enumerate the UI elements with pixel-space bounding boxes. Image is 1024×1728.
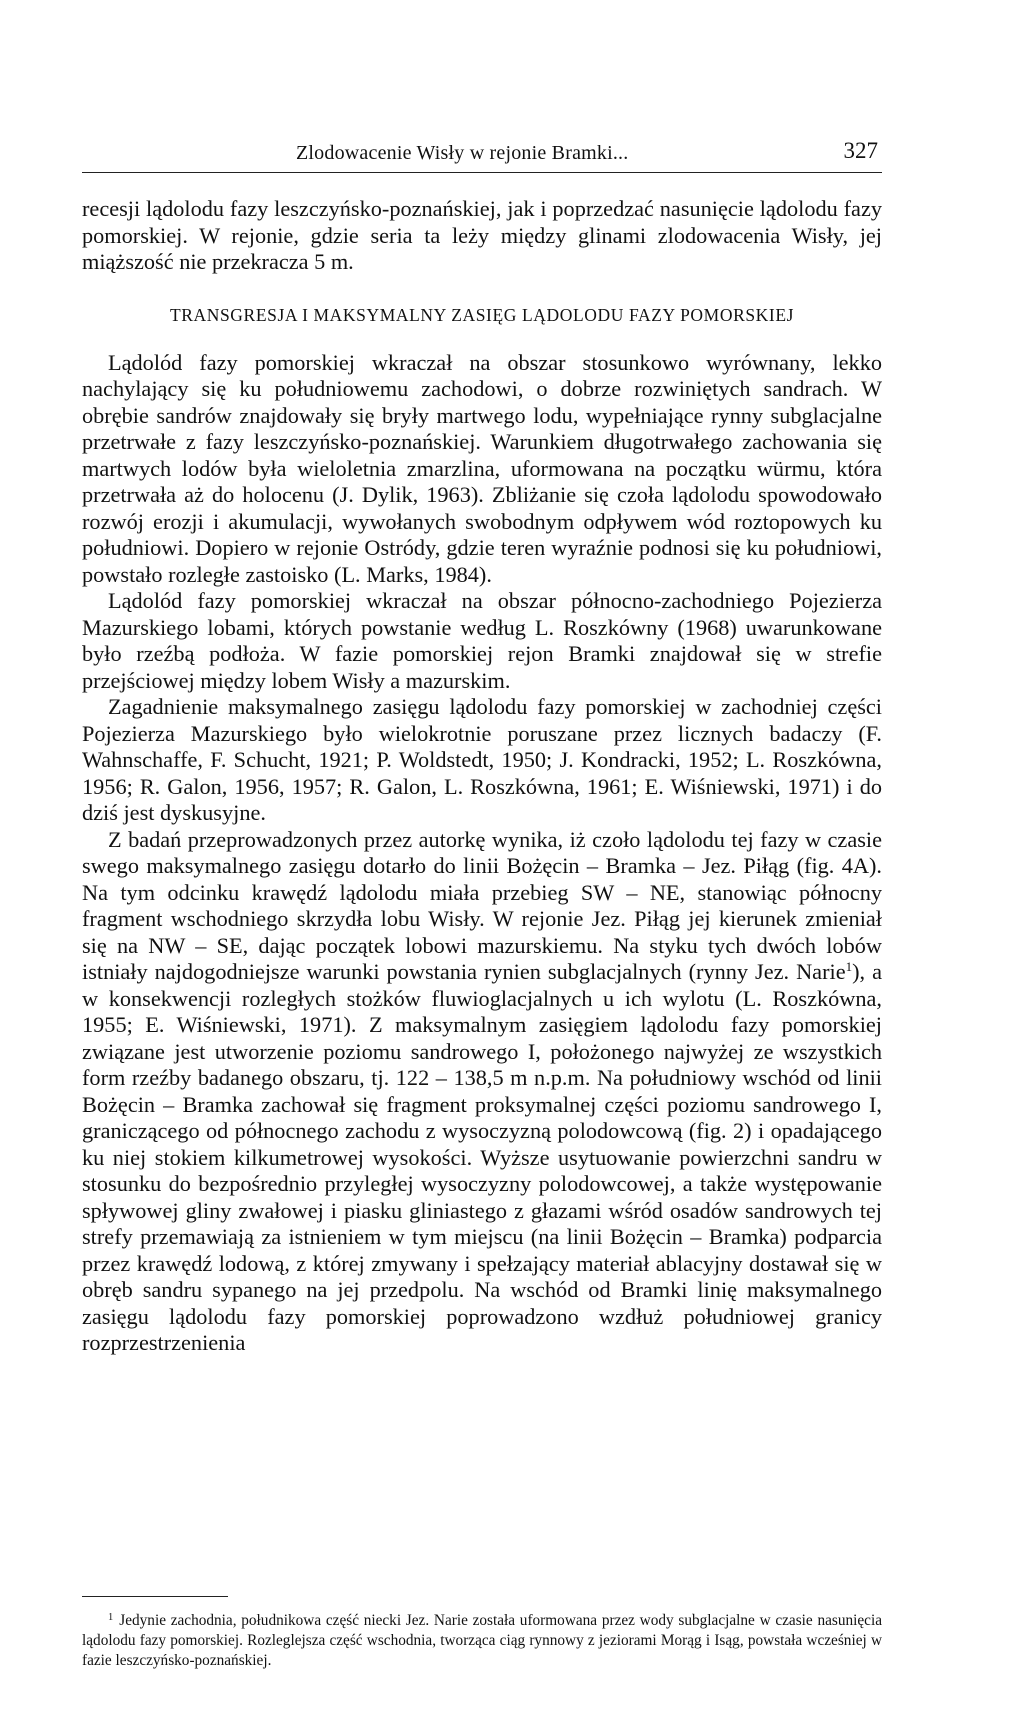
continuation-paragraph: recesji lądolodu fazy leszczyńsko-poznańskiej, jak i poprzedzać nasunięcie lądolodu fazy pomorskiej. W rejonie, gdzie seria ta leży między glinami zlodowacenia Wisły, jej miąższość nie przekracza 5 m. — [82, 196, 882, 274]
paragraph: Lądolód fazy pomorskiej wkraczał na obszar stosunkowo wyrównany, lekko nachylający się ku południowemu zachodowi, o dobrze rozwiniętych sandrach. W obrębie sandrów znajdowały się bryły martwego lodu, wypełniające rynny subglacjalne przetrwałe z fazy leszczyńsko-poznańskiej. Warunkiem długotrwałego zachowania się martwych lodów była wieloletnia zmarzlina, uformowana na początku würmu, która przetrwała aż do holocenu (J. Dylik, 1963). Zbliżanie się czoła lądolodu spowodowało rozwój erozji i akumulacji, wywołanych swobodnym odpływem wód roztopowych ku południowi. Dopiero w rejonie Ostródy, gdzie teren wyraźnie podnosi się ku południowi, powstało rozległe zastoisko (L. Marks, 1984). — [82, 349, 882, 587]
paragraph-text-after-note: ), a w konsekwencji rozległych stożków fluwioglacjalnych u ich wylotu (L. Roszkówna, 1955; E. Wiśniewski, 1971). Z maksymalnym zasięgiem lądolodu fazy pomorskiej związane jest utworzenie poziomu sandrowego I, położonego najwyżej ze wszystkich form rzeźby badanego obszaru, tj. 122 – 138,5 m n.p.m. Na południowy wschód od linii Bożęcin – Bramka zachował się fragment proksymalnej części poziomu sandrowego I, graniczącego od północnego zachodu z wysoczyzną polodowcową (fig. 2) i opadającego ku niej stokiem kilkumetrowej wysokości. Wyższe usytuowanie powierzchni sandru w stosunku do bezpośrednio przyległej wysoczyzny polodowcowej, a także występowanie spływowej gliny zwałowej i piasku gliniastego z głazami wśród osadów sandrowych tej strefy przemawiają za istnieniem w tym miejscu (na linii Bożęcin – Bramka) podparcia przez krawędź lodową, z której zmywany i spełzający materiał ablacyjny dostawał się w obręb sandru sypanego na jej przedpolu. Na wschód od Bramki linię maksymalnego zasięgu lądolodu fazy pomorskiej poprowadzono wzdłuż południowej granicy rozprzestrzenienia — [82, 959, 882, 1355]
page-number: 327 — [843, 138, 878, 163]
footnote-reference: 1 — [845, 959, 853, 974]
footnote-marker: 1 — [108, 1612, 114, 1623]
running-header — [82, 136, 882, 173]
paragraph: Lądolód fazy pomorskiej wkraczał na obszar północno-zachodniego Pojezierza Mazurskiego lobami, których powstanie według L. Roszkówny (1968) uwarunkowane było rzeźbą podłoża. W fazie pomorskiej rejon Bramki znajdował się w strefie przejściowej między lobem Wisły a mazurskim. — [82, 588, 882, 693]
body-text — [82, 196, 882, 1357]
footnote-text: Jedynie zachodnia, południkowa część niecki Jez. Narie została uformowana przez wody subglacjalne w czasie nasunięcia lądolodu fazy pomorskiej. Rozleglejsza część wschodnia, tworząca ciąg rynnowy z jeziorami Morąg i Isąg, powstała wcześniej w fazie leszczyńsko-poznańskiej. — [82, 1612, 882, 1669]
paragraph: Zagadnienie maksymalnego zasięgu lądolodu fazy pomorskiej w zachodniej części Pojezierza Mazurskiego było wielokrotnie poruszane przez licznych badaczy (F. Wahnschaffe, F. Schucht, 1921; P. Woldstedt, 1950; J. Kondracki, 1952; L. Roszkówna, 1956; R. Galon, 1956, 1957; R. Galon, L. Roszkówna, 1961; E. Wiśniewski, 1971) i do dziś jest dyskusyjne. — [82, 694, 882, 825]
document-page — [82, 0, 882, 1728]
paragraph-with-footnote — [82, 827, 882, 1357]
paragraph-text-before-note: Z badań przeprowadzonych przez autorkę wynika, iż czoło lądolodu tej fazy w czasie swego maksymalnego zasięgu dotarło do linii Bożęcin – Bramka – Jez. Piłąg (fig. 4A). Na tym odcinku krawędź lądolodu miała przebieg SW – NE, stanowiąc północny fragment wschodniego skrzydła lobu Wisły. W rejonie Jez. Piłąg jej kierunek zmieniał się na NW – SE, dając początek lobowi mazurskiemu. Na styku tych dwóch lobów istniały najdogodniejsze warunki powstania rynien subglacjalnych (rynny Jez. Narie — [82, 826, 882, 984]
section-heading: TRANSGRESJA I MAKSYMALNY ZASIĘG LĄDOLODU FAZY POMORSKIEJ — [169, 304, 795, 325]
footnote-divider — [82, 1596, 228, 1597]
running-title: Zlodowacenie Wisły w rejonie Bramki... — [296, 142, 629, 164]
footnote — [82, 1608, 882, 1671]
